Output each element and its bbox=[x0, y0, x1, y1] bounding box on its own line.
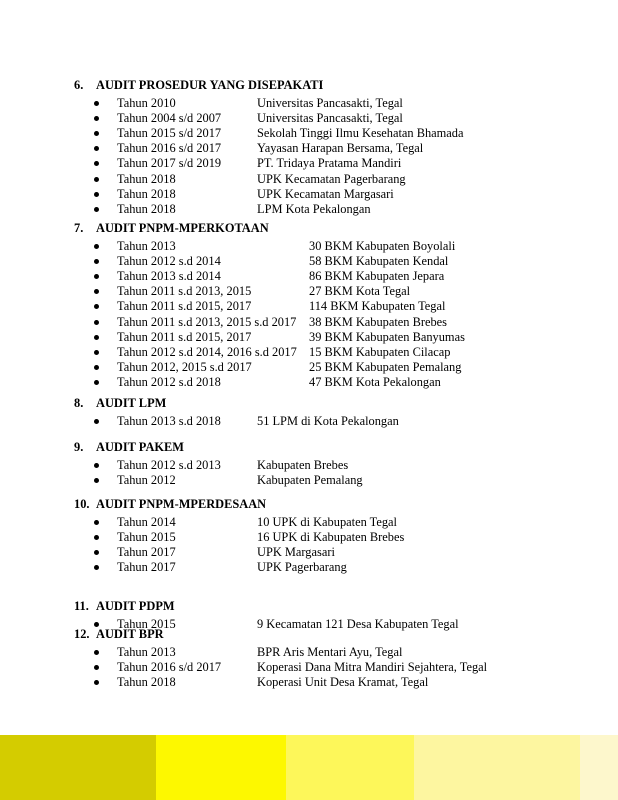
list-item bbox=[0, 473, 618, 488]
bullet-icon bbox=[94, 146, 99, 151]
section-heading bbox=[74, 396, 166, 411]
item-period: Tahun 2018 bbox=[117, 201, 176, 216]
section-number: 6. bbox=[74, 78, 84, 92]
list-item bbox=[0, 141, 618, 156]
list-item bbox=[0, 360, 618, 375]
list-item bbox=[0, 345, 618, 360]
bullet-icon bbox=[94, 565, 99, 570]
section-title: AUDIT PDPM bbox=[96, 599, 175, 613]
list-item bbox=[0, 269, 618, 284]
item-description: 9 Kecamatan 121 Desa Kabupaten Tegal bbox=[257, 617, 459, 631]
item-description: UPK Kecamatan Margasari bbox=[257, 186, 394, 201]
item-period: Tahun 2017 bbox=[117, 560, 176, 575]
bullet-icon bbox=[94, 304, 99, 309]
list-item bbox=[0, 645, 618, 660]
band-segment bbox=[286, 735, 414, 800]
item-period: Tahun 2013 s.d 2018 bbox=[117, 414, 221, 428]
item-period: Tahun 2016 s/d 2017 bbox=[117, 141, 222, 156]
item-description: 51 LPM di Kota Pekalongan bbox=[257, 414, 399, 428]
bullet-icon bbox=[94, 131, 99, 136]
bullet-icon bbox=[94, 680, 99, 685]
bullet-icon bbox=[94, 289, 99, 294]
item-description: UPK Pagerbarang bbox=[257, 560, 347, 575]
item-description: Koperasi Dana Mitra Mandiri Sejahtera, Tegal bbox=[257, 660, 488, 675]
item-period: Tahun 2015 bbox=[117, 530, 176, 545]
section-heading bbox=[74, 440, 184, 455]
list-item bbox=[0, 239, 618, 254]
bullet-icon bbox=[94, 665, 99, 670]
section-title: AUDIT PROSEDUR YANG DISEPAKATI bbox=[96, 78, 324, 92]
bullet-icon bbox=[94, 207, 99, 212]
bullet-icon bbox=[94, 320, 99, 325]
section-heading bbox=[74, 497, 266, 512]
item-period: Tahun 2012 s.d 2014 bbox=[117, 254, 221, 269]
item-description: BPR Aris Mentari Ayu, Tegal bbox=[257, 645, 403, 659]
item-period: Tahun 2012 s.d 2014, 2016 s.d 2017 bbox=[117, 344, 297, 359]
item-description: Universitas Pancasakti, Tegal bbox=[257, 96, 403, 110]
list-item bbox=[0, 414, 618, 429]
item-period: Tahun 2010 bbox=[117, 96, 176, 110]
item-period: Tahun 2013 s.d 2014 bbox=[117, 269, 221, 284]
item-description: 10 UPK di Kabupaten Tegal bbox=[257, 515, 397, 529]
list-item bbox=[0, 187, 618, 202]
bullet-icon bbox=[94, 350, 99, 355]
item-description: PT. Tridaya Pratama Mandiri bbox=[257, 156, 402, 171]
section-heading bbox=[74, 78, 323, 93]
section-title: AUDIT PAKEM bbox=[96, 440, 184, 454]
list-item bbox=[0, 254, 618, 269]
item-description: 58 BKM Kabupaten Kendal bbox=[309, 254, 449, 269]
item-description: UPK Margasari bbox=[257, 545, 335, 560]
section-title: AUDIT PNPM-MPERDESAAN bbox=[96, 497, 267, 511]
item-description: 86 BKM Kabupaten Jepara bbox=[309, 269, 445, 284]
bullet-icon bbox=[94, 192, 99, 197]
item-description: Yayasan Harapan Bersama, Tegal bbox=[257, 141, 424, 156]
item-period: Tahun 2018 bbox=[117, 171, 176, 186]
section-number: 8. bbox=[74, 396, 84, 410]
list-item bbox=[0, 545, 618, 560]
list-item bbox=[0, 375, 618, 390]
item-description: LPM Kota Pekalongan bbox=[257, 201, 371, 216]
list-item bbox=[0, 96, 618, 111]
item-period: Tahun 2018 bbox=[117, 675, 176, 690]
item-period: Tahun 2017 s/d 2019 bbox=[117, 156, 222, 171]
list-item bbox=[0, 126, 618, 141]
item-period: Tahun 2018 bbox=[117, 186, 176, 201]
bullet-icon bbox=[94, 463, 99, 468]
bullet-icon bbox=[94, 380, 99, 385]
bullet-icon bbox=[94, 161, 99, 166]
section-title: AUDIT PNPM-MPERKOTAAN bbox=[96, 221, 269, 235]
item-period: Tahun 2004 s/d 2007 bbox=[117, 111, 222, 126]
list-item bbox=[0, 172, 618, 187]
section-number: 9. bbox=[74, 440, 84, 454]
bullet-icon bbox=[94, 520, 99, 525]
item-period: Tahun 2012, 2015 s.d 2017 bbox=[117, 359, 252, 374]
item-period: Tahun 2015 s/d 2017 bbox=[117, 126, 222, 141]
section-heading bbox=[74, 221, 269, 236]
bullet-icon bbox=[94, 650, 99, 655]
item-period: Tahun 2013 bbox=[117, 645, 176, 659]
section-number: 10. bbox=[74, 497, 90, 511]
bullet-icon bbox=[94, 550, 99, 555]
item-period: Tahun 2011 s.d 2013, 2015 bbox=[117, 284, 252, 299]
item-description: UPK Kecamatan Pagerbarang bbox=[257, 171, 406, 186]
section-title: AUDIT BPR bbox=[96, 627, 164, 641]
item-period: Tahun 2015 bbox=[117, 617, 176, 631]
item-description: 114 BKM Kabupaten Tegal bbox=[309, 299, 446, 314]
item-period: Tahun 2013 bbox=[117, 239, 176, 253]
list-item bbox=[0, 284, 618, 299]
bullet-icon bbox=[94, 535, 99, 540]
bullet-icon bbox=[94, 419, 99, 424]
item-description: 15 BKM Kabupaten Cilacap bbox=[309, 344, 451, 359]
list-item bbox=[0, 156, 618, 171]
band-segment bbox=[580, 735, 618, 800]
section-title: AUDIT LPM bbox=[96, 396, 167, 410]
list-item bbox=[0, 299, 618, 314]
list-item bbox=[0, 530, 618, 545]
bullet-icon bbox=[94, 177, 99, 182]
bullet-icon bbox=[94, 478, 99, 483]
section-heading bbox=[74, 599, 175, 614]
item-period: Tahun 2016 s/d 2017 bbox=[117, 660, 222, 675]
list-item bbox=[0, 675, 618, 690]
item-description: 47 BKM Kota Pekalongan bbox=[309, 374, 441, 389]
item-period: Tahun 2011 s.d 2015, 2017 bbox=[117, 329, 252, 344]
item-period: Tahun 2012 s.d 2018 bbox=[117, 374, 221, 389]
item-description: 25 BKM Kabupaten Pemalang bbox=[309, 359, 462, 374]
item-period: Tahun 2011 s.d 2013, 2015 s.d 2017 bbox=[117, 314, 297, 329]
bullet-icon bbox=[94, 101, 99, 106]
item-period: Tahun 2012 s.d 2013 bbox=[117, 458, 221, 472]
list-item bbox=[0, 458, 618, 473]
band-segment bbox=[0, 735, 156, 800]
item-period: Tahun 2011 s.d 2015, 2017 bbox=[117, 299, 252, 314]
item-description: 30 BKM Kabupaten Boyolali bbox=[309, 239, 456, 253]
item-description: 27 BKM Kota Tegal bbox=[309, 284, 411, 299]
section-number: 11. bbox=[74, 599, 89, 613]
list-item bbox=[0, 515, 618, 530]
item-period: Tahun 2017 bbox=[117, 545, 176, 560]
section-number: 7. bbox=[74, 221, 84, 235]
bullet-icon bbox=[94, 259, 99, 264]
section-number: 12. bbox=[74, 627, 90, 641]
bullet-icon bbox=[94, 335, 99, 340]
item-period: Tahun 2014 bbox=[117, 515, 176, 529]
bullet-icon bbox=[94, 365, 99, 370]
list-item bbox=[0, 111, 618, 126]
list-item bbox=[0, 202, 618, 217]
list-item bbox=[0, 560, 618, 575]
item-description: 16 UPK di Kabupaten Brebes bbox=[257, 530, 405, 545]
bullet-icon bbox=[94, 274, 99, 279]
bullet-icon bbox=[94, 116, 99, 121]
list-item bbox=[0, 315, 618, 330]
item-description: Universitas Pancasakti, Tegal bbox=[257, 111, 403, 126]
item-description: Kabupaten Pemalang bbox=[257, 473, 363, 488]
bullet-icon bbox=[94, 244, 99, 249]
band-segment bbox=[156, 735, 286, 800]
item-description: 39 BKM Kabupaten Banyumas bbox=[309, 329, 465, 344]
list-item bbox=[0, 660, 618, 675]
item-description: Koperasi Unit Desa Kramat, Tegal bbox=[257, 675, 429, 690]
footer-color-band bbox=[0, 735, 618, 800]
section-heading bbox=[74, 627, 164, 642]
item-period: Tahun 2012 bbox=[117, 473, 176, 488]
band-segment bbox=[414, 735, 580, 800]
item-description: Sekolah Tinggi Ilmu Kesehatan Bhamada bbox=[257, 126, 464, 141]
list-item bbox=[0, 330, 618, 345]
item-description: 38 BKM Kabupaten Brebes bbox=[309, 314, 447, 329]
item-description: Kabupaten Brebes bbox=[257, 458, 349, 472]
